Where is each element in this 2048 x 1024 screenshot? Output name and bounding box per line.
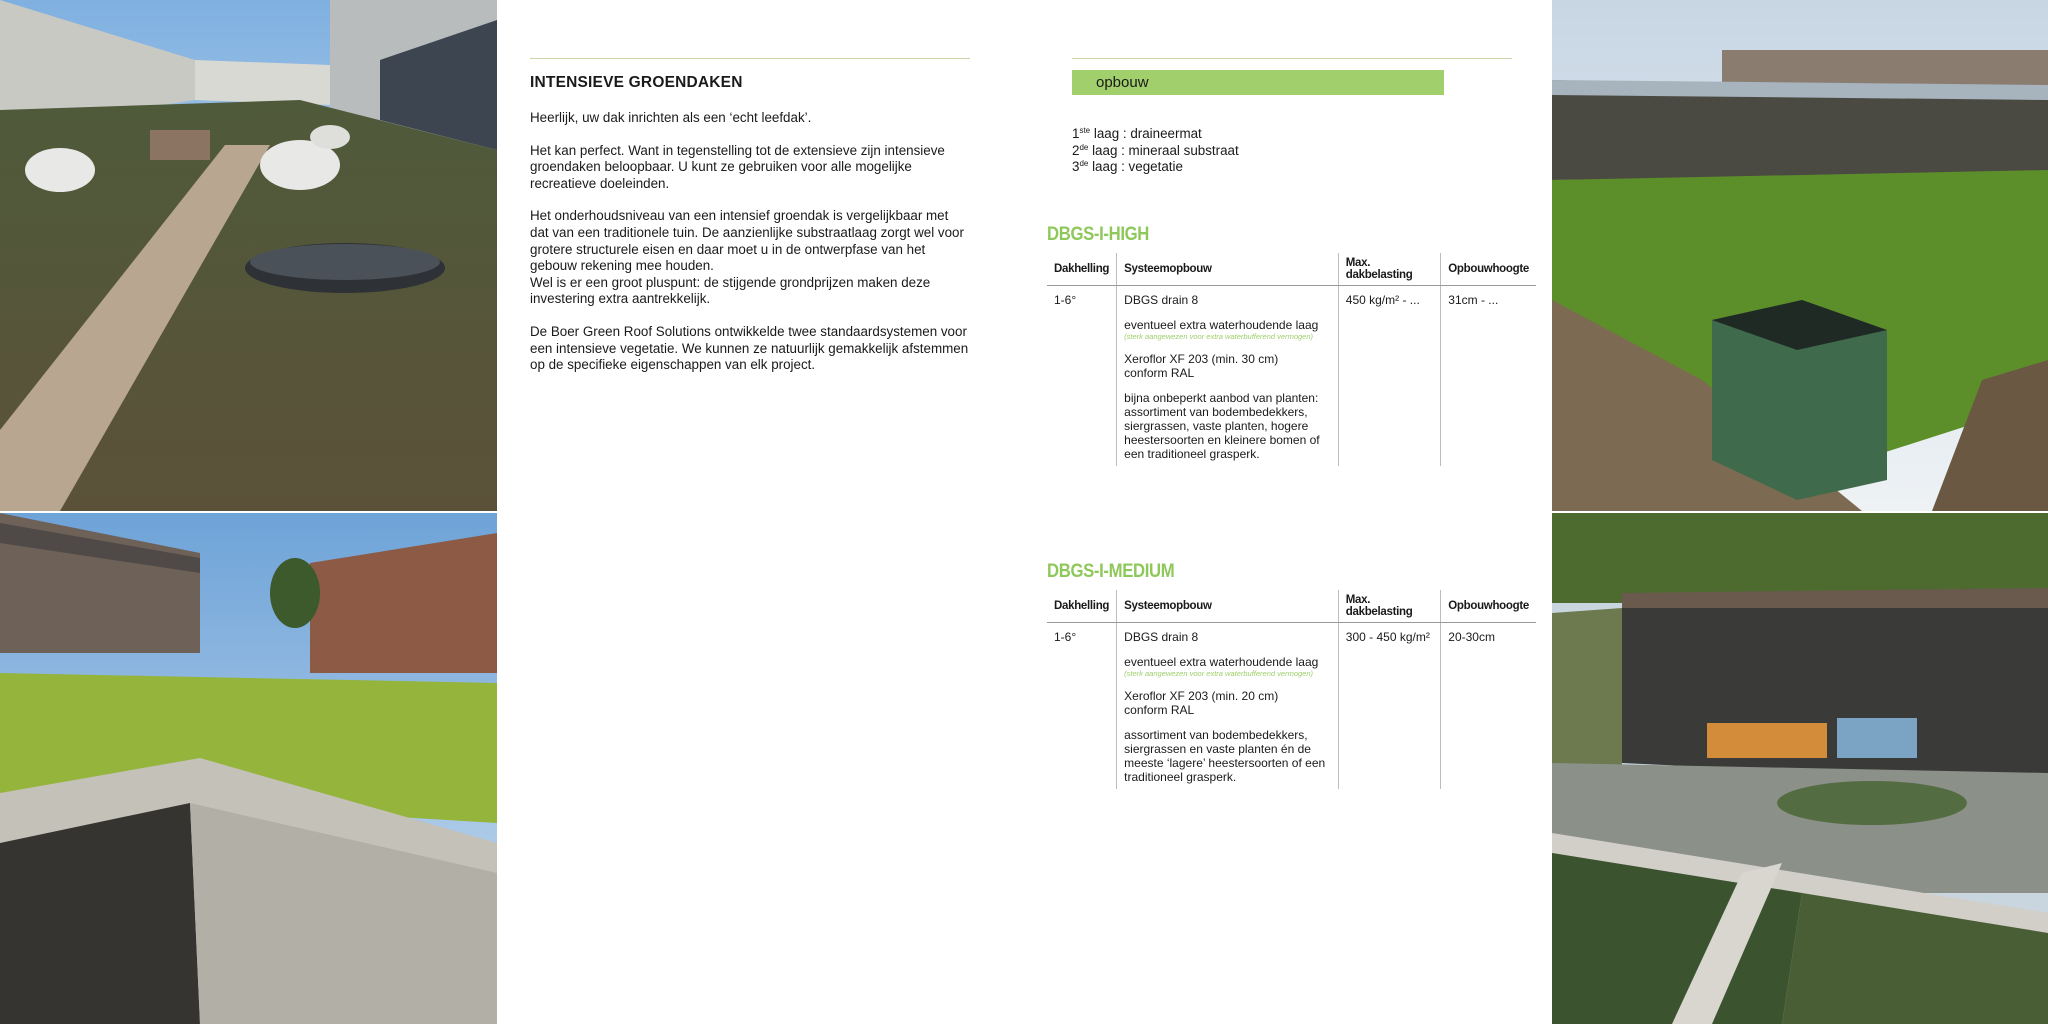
cell-opbouwhoogte: 31cm - ... [1441, 286, 1536, 467]
header-opbouwhoogte: Opbouwhoogte [1441, 253, 1536, 286]
xeroflor-conform: conform RAL [1124, 366, 1195, 380]
table-row [1047, 286, 1536, 467]
intro-paragraph: Het onderhoudsniveau van een intensief groendak is vergelijkbaar met dat van een traditionele tuin. De aanzienlijke substraatlaag zorgt wel voor grotere structurele eisen en daar moet u in de ontwerpfase van het gebouw rekening mee houden. [530, 208, 964, 274]
layer-item: 1ste laag : draineermat [1072, 126, 1202, 141]
cell-opbouwhoogte: 20-30cm [1441, 623, 1536, 790]
photo-lawn-planter [1552, 0, 2048, 511]
left-column-rule [530, 58, 970, 59]
cell-dakbelasting: 300 - 450 kg/m² [1338, 623, 1440, 790]
xeroflor [1124, 689, 1331, 717]
xeroflor-conform: conform RAL [1124, 703, 1195, 717]
header-dakhelling: Dakhelling [1047, 253, 1117, 286]
opbouw-header-bar [1072, 70, 1444, 95]
xeroflor-text: Xeroflor XF 203 (min. 30 cm) [1124, 352, 1279, 366]
plants-text: assortiment van bodembedekkers, siergrassen en vaste planten én de meeste ‘lagere’ heestersoorten of een traditioneel grasperk. [1124, 728, 1326, 784]
layer-item: 2de laag : mineraal substraat [1072, 142, 1239, 158]
extra-layer [1124, 318, 1331, 341]
header-dakbelasting: Max. dakbelasting [1338, 590, 1440, 623]
intro-text [530, 110, 970, 390]
extra-layer-text: eventueel extra waterhoudende laag [1124, 655, 1319, 669]
cell-systeemopbouw [1117, 286, 1339, 467]
extra-layer-note: (sterk aangewezen voor extra waterbufferend vermogen) [1124, 332, 1314, 341]
intro-paragraph: Het kan perfect. Want in tegenstelling tot de extensieve zijn intensieve groendaken beloopbaar. U kunt ze gebruiken voor alle mogelijke recreatieve doeleinden. [530, 142, 945, 191]
cell-dakhelling: 1-6° [1054, 630, 1077, 644]
photo-lawn-pit [0, 513, 497, 1024]
intro-paragraph: Heerlijk, uw dak inrichten als een ‘echt leefdak’. [530, 110, 812, 125]
extra-layer-note: (sterk aangewezen voor extra waterbufferend vermogen) [1124, 669, 1314, 678]
page-title: INTENSIEVE GROENDAKEN [530, 74, 743, 91]
layer-item: 3de laag : vegetatie [1072, 159, 1183, 174]
right-column-rule [1072, 58, 1512, 59]
intro-paragraph: Wel is er een groot pluspunt: de stijgende grondprijzen maken deze investering extra aantrekkelijk. [530, 274, 931, 307]
table-header-row [1047, 590, 1536, 623]
system-title-medium: DBGS-I-MEDIUM [1047, 561, 1175, 582]
header-dakhelling: Dakhelling [1047, 590, 1117, 623]
plants-text: bijna onbeperkt aanbod van planten: assortiment van bodembedekkers, siergrassen, vaste planten, hogere heestersoorten en kleinere bomen of een traditioneel grasperk. [1124, 391, 1320, 461]
header-systeemopbouw: Systeemopbouw [1117, 590, 1339, 623]
photo-school-roof [1552, 513, 2048, 1024]
drain-text: DBGS drain 8 [1124, 293, 1199, 307]
extra-layer-text: eventueel extra waterhoudende laag [1124, 318, 1319, 332]
table-row [1047, 623, 1536, 790]
cell-systeemopbouw [1117, 623, 1339, 790]
extra-layer [1124, 655, 1331, 678]
table-header-row [1047, 253, 1536, 286]
drain-text: DBGS drain 8 [1124, 630, 1199, 644]
spec-table-high [1047, 253, 1536, 466]
layer-list [1072, 126, 1239, 176]
spec-table-medium [1047, 590, 1536, 789]
header-opbouwhoogte: Opbouwhoogte [1441, 590, 1536, 623]
header-systeemopbouw: Systeemopbouw [1117, 253, 1339, 286]
xeroflor [1124, 352, 1331, 380]
intro-paragraph: De Boer Green Roof Solutions ontwikkelde twee standaardsystemen voor een intensieve vegetatie. We kunnen ze natuurlijk gemakkelijk afstemmen op de specifieke eigenschappen van elk project. [530, 323, 969, 373]
system-title-high: DBGS-I-HIGH [1047, 224, 1150, 245]
photo-roof-walkway [0, 0, 497, 511]
xeroflor-text: Xeroflor XF 203 (min. 20 cm) [1124, 689, 1279, 703]
opbouw-label: opbouw [1096, 74, 1149, 91]
cell-dakbelasting: 450 kg/m² - ... [1338, 286, 1440, 467]
cell-dakhelling: 1-6° [1054, 293, 1077, 307]
header-dakbelasting: Max. dakbelasting [1338, 253, 1440, 286]
